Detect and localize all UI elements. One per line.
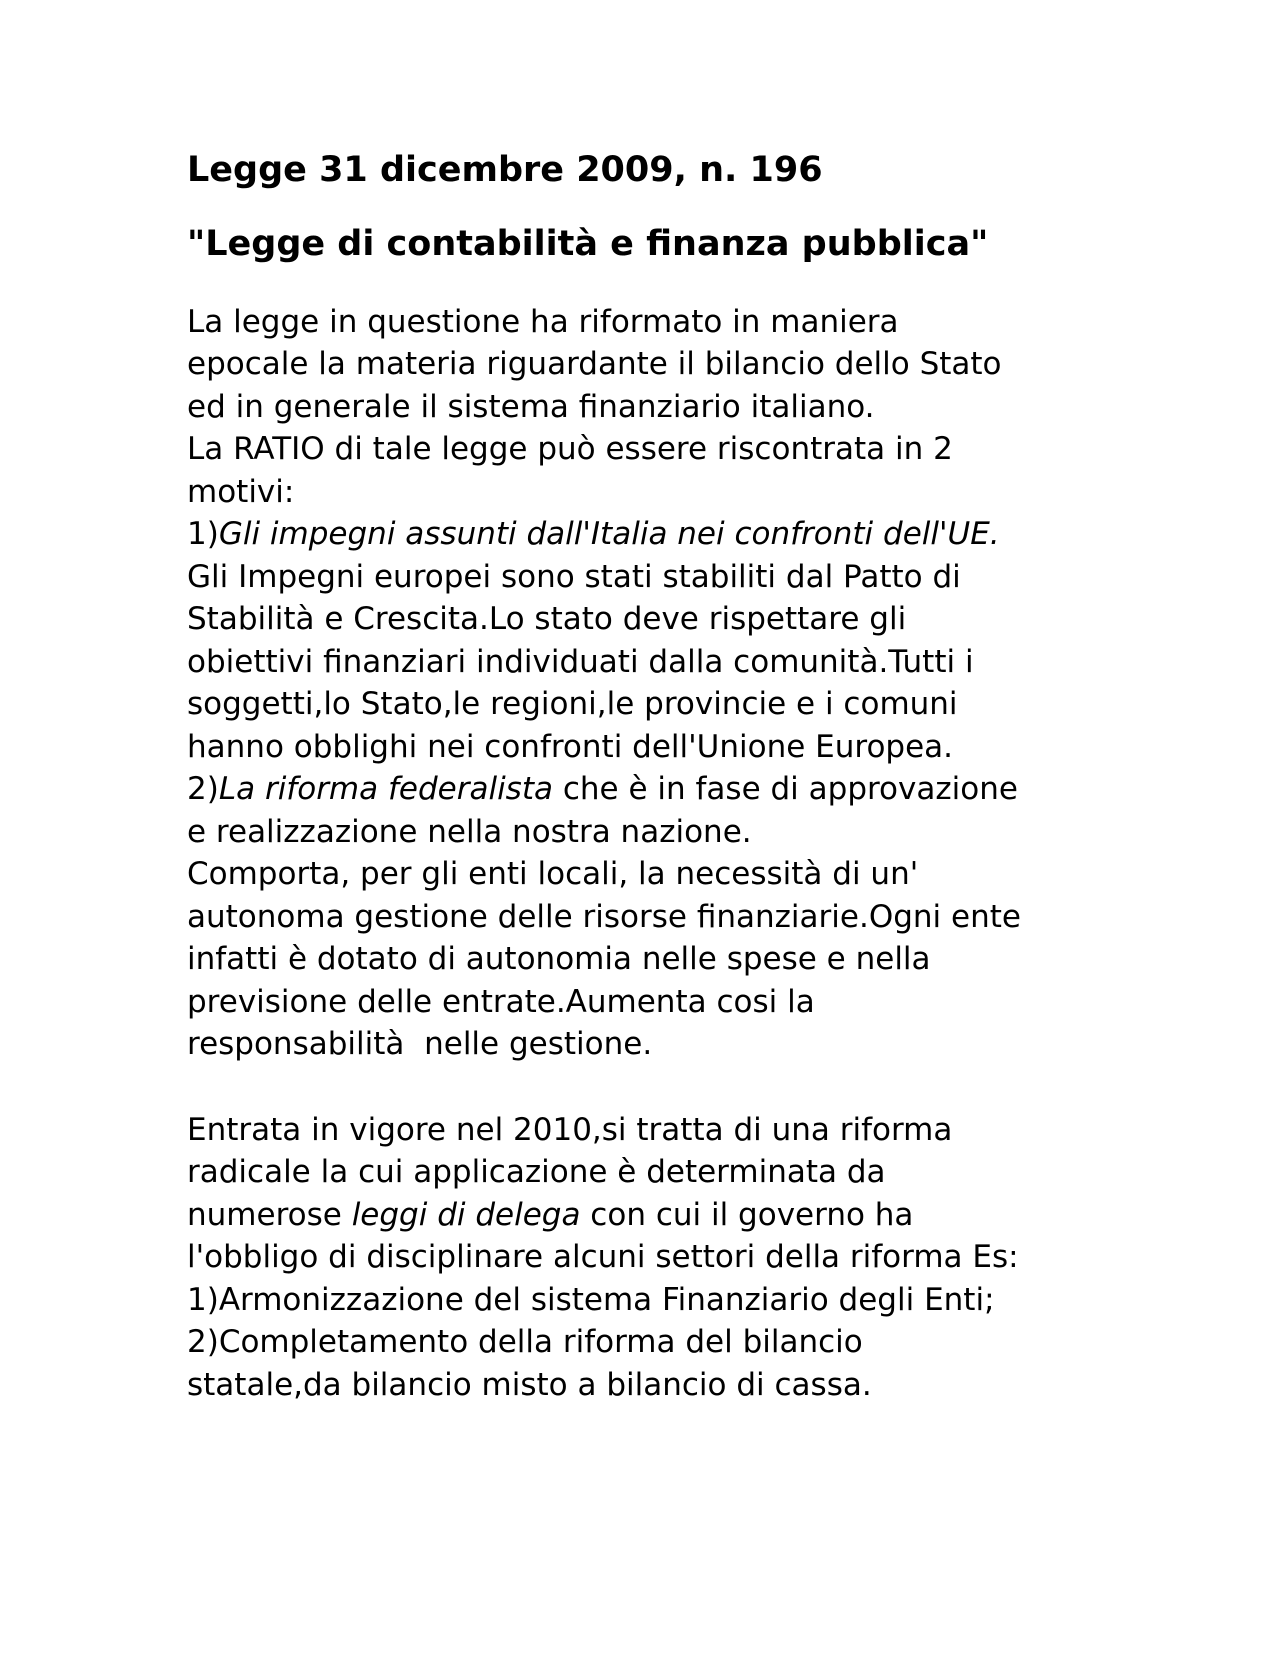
list-number: 2) (187, 771, 219, 807)
italic-text: La riforma federalista (218, 771, 553, 807)
paragraph-line: Entrata in vigore nel 2010,si tratta di una riforma (187, 1112, 953, 1148)
document-title: Legge 31 dicembre 2009, n. 196 (187, 150, 823, 190)
paragraph-line: Comporta, per gli enti locali, la necessità di un' (187, 856, 919, 892)
paragraph-line: l'obbligo di disciplinare alcuni settori della riforma Es: (187, 1239, 1019, 1275)
line-rest: con cui il governo ha (580, 1197, 914, 1233)
line-start: numerose (187, 1197, 352, 1233)
list-item-1: 1)Armonizzazione del sistema Finanziario degli Enti; (187, 1282, 995, 1318)
paragraph-line: responsabilità nelle gestione. (187, 1026, 653, 1062)
paragraph-line: radicale la cui applicazione è determinata da (187, 1154, 886, 1190)
paragraph-line: La RATIO di tale legge può essere riscontrata in 2 (187, 431, 953, 467)
paragraph-line: epocale la materia riguardante il bilancio dello Stato (187, 346, 1002, 382)
italic-text: leggi di delega (351, 1197, 581, 1233)
list-item-1 (187, 514, 1000, 554)
paragraph-line: e realizzazione nella nostra nazione. (187, 814, 752, 850)
paragraph-line (187, 1195, 913, 1235)
paragraph-line: infatti è dotato di autonomia nelle spese e nella (187, 941, 931, 977)
italic-text: Gli impegni assunti dall'Italia nei confronti dell'UE. (218, 516, 1000, 552)
list-item-2: 2)Completamento della riforma del bilancio (187, 1324, 863, 1360)
paragraph-line: Gli Impegni europei sono stati stabiliti dal Patto di (187, 559, 961, 595)
paragraph-line: La legge in questione ha riformato in maniera (187, 304, 899, 340)
paragraph-line: ed in generale il sistema finanziario italiano. (187, 389, 875, 425)
document-subtitle: "Legge di contabilità e finanza pubblica" (187, 224, 989, 264)
paragraph-line: hanno obblighi nei confronti dell'Unione Europea. (187, 729, 954, 765)
paragraph-line: Stabilità e Crescita.Lo stato deve rispettare gli (187, 601, 907, 637)
paragraph-line: previsione delle entrate.Aumenta cosi la (187, 984, 815, 1020)
list-item-2 (187, 769, 1018, 809)
paragraph-line: motivi: (187, 474, 295, 510)
paragraph-line: obiettivi finanziari individuati dalla comunità.Tutti i (187, 644, 974, 680)
paragraph-line: autonoma gestione delle risorse finanziarie.Ogni ente (187, 899, 1021, 935)
paragraph-line: statale,da bilancio misto a bilancio di cassa. (187, 1367, 872, 1403)
paragraph-line: soggetti,lo Stato,le regioni,le provincie e i comuni (187, 686, 958, 722)
list-number: 1) (187, 516, 219, 552)
line-rest: che è in fase di approvazione (553, 771, 1018, 807)
